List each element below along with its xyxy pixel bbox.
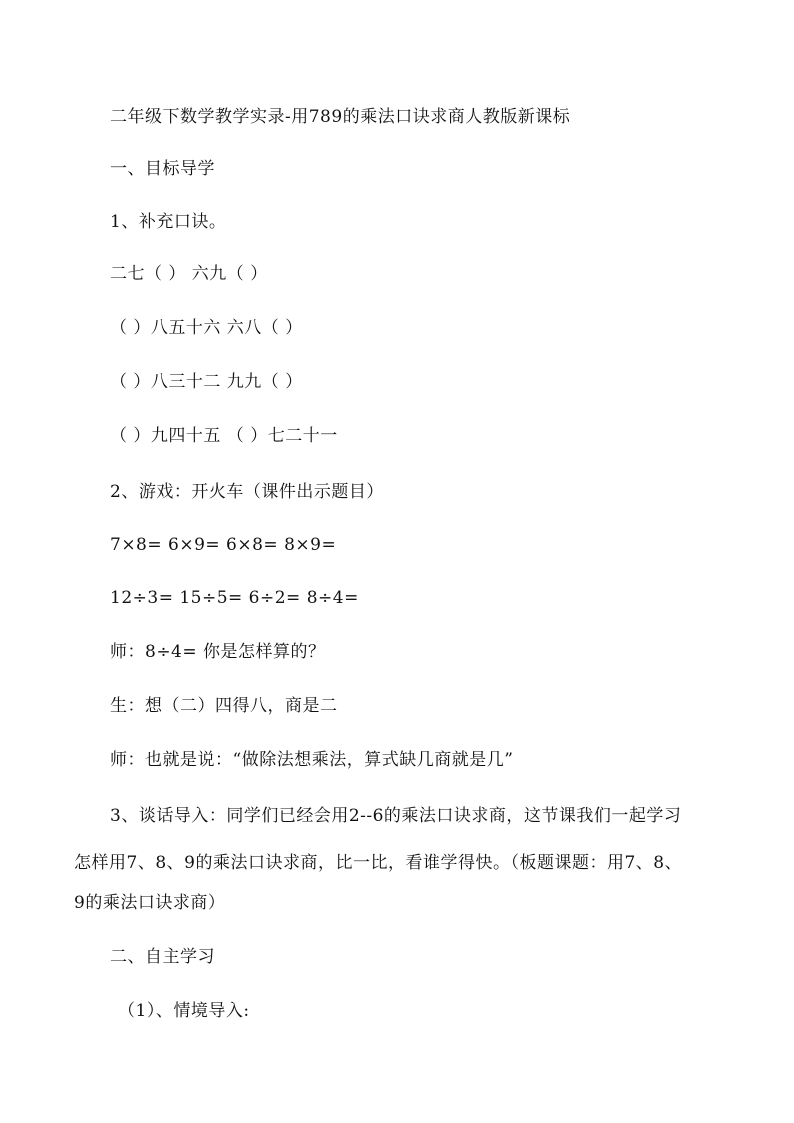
item-heading-talk-intro-line1: 3、谈话导入：同学们已经会用2--6的乘法口诀求商，这节课我们一起学习 — [110, 806, 682, 826]
subheading-situation-intro: （1）、情境导入: — [118, 1001, 250, 1021]
document-title: 二年级下数学教学实录-用789的乘法口诀求商人教版新课标 — [110, 107, 571, 127]
division-exercise-row: 12÷3= 15÷5= 6÷2= 8÷4= — [110, 588, 359, 608]
rhyme-row: 二七（ ） 六九（ ） — [110, 264, 268, 284]
multiplication-exercise-row: 7×8= 6×9= 6×8= 8×9= — [110, 535, 337, 555]
item-heading-game: 2、游戏：开火车（课件出示题目） — [110, 482, 384, 502]
rhyme-row: （ ）九四十五 （ ）七二十一 — [110, 426, 338, 446]
item-heading-talk-intro-line2: 怎样用7、8、9的乘法口诀求商，比一比，看谁学得快。（板题课题：用7、8、 — [74, 853, 683, 873]
student-answer: 生：想（二）四得八，商是二 — [110, 696, 338, 716]
teacher-question: 师：8÷4= 你是怎样算的？ — [110, 642, 326, 662]
rhyme-row: （ ）八五十六 六八（ ） — [110, 318, 303, 338]
section-heading-goal-guidance: 一、目标导学 — [110, 159, 215, 179]
section-heading-self-study: 二、自主学习 — [110, 947, 215, 967]
teacher-summary: 师：也就是说：“做除法想乘法，算式缺几商就是几” — [110, 750, 514, 770]
item-heading-talk-intro-line3: 9的乘法口诀求商） — [74, 893, 226, 913]
rhyme-row: （ ）八三十二 九九（ ） — [110, 372, 303, 392]
item-heading-complete-rhymes: 1、补充口诀。 — [110, 212, 227, 232]
